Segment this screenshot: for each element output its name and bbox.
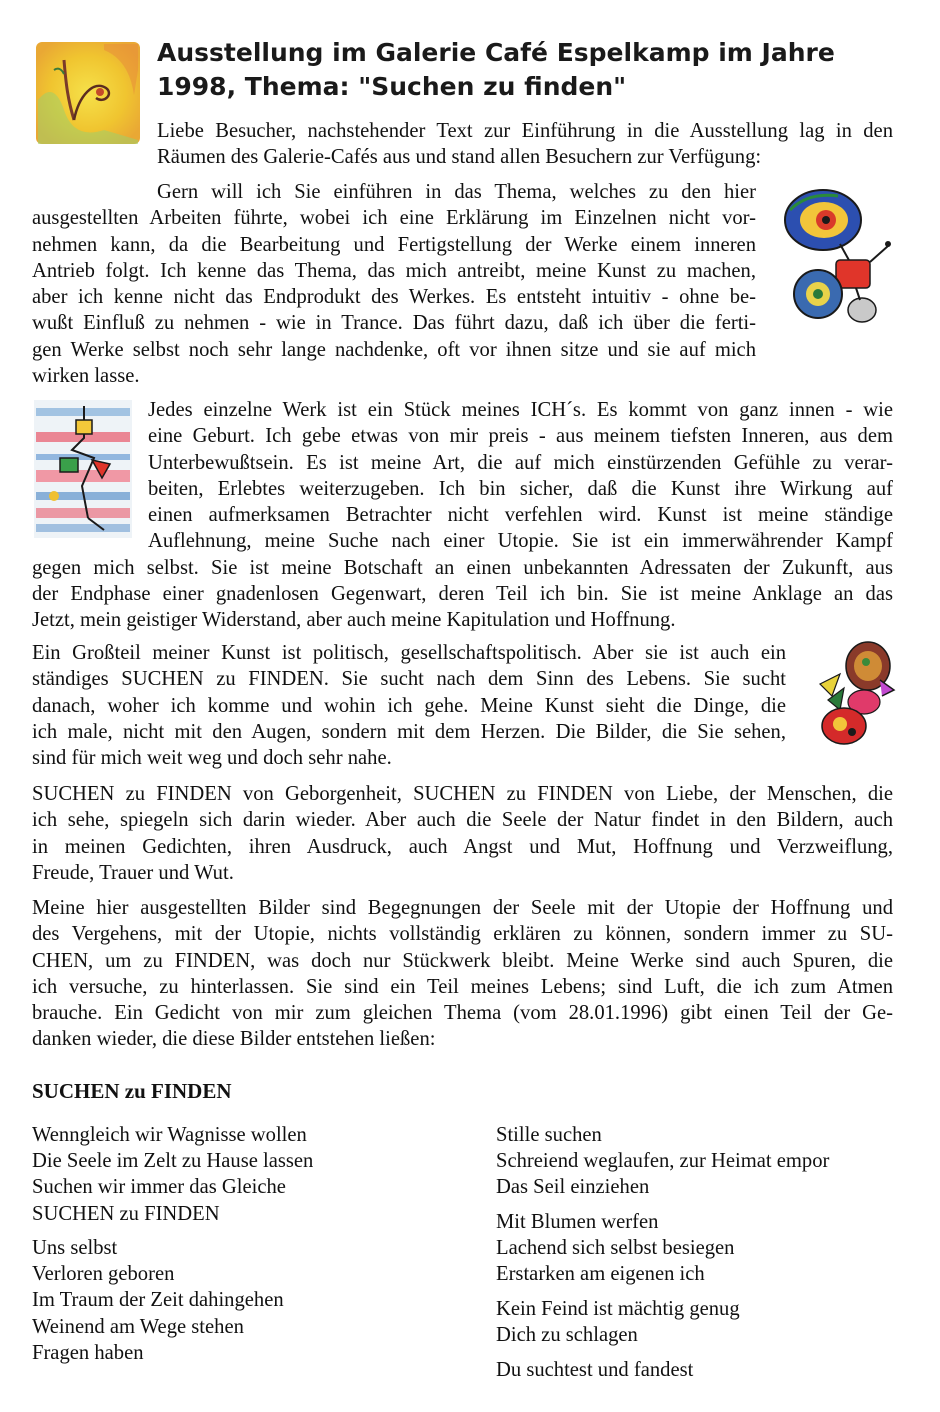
painting-colorful-blobs <box>810 640 900 748</box>
poem-line: Verloren geboren <box>32 1263 175 1286</box>
poem-line: Die Seele im Zelt zu Hause lassen <box>32 1150 314 1173</box>
text-line: ich male, nicht mit den Augen, sondern mit dem Herzen. Die Bilder, die Sie sehen, <box>32 720 786 743</box>
poem-stanza <box>496 1209 734 1288</box>
paragraph-2 <box>32 397 893 634</box>
intro-paragraph <box>157 118 893 171</box>
text-line: SUCHEN zu FINDEN von Geborgenheit, SUCHEN zu FINDEN von Liebe, der Menschen, die <box>32 783 893 805</box>
text-line: aber ich kenne nicht das Endprodukt des Werkes. Es entsteht intuitiv - ohne be- <box>32 286 756 309</box>
paragraph-5 <box>32 895 893 1053</box>
paragraph-4 <box>32 781 893 886</box>
text-line: Ein Großteil meiner Kunst ist politisch, gesellschaftspolitisch. Aber sie ist auch ein <box>32 642 786 664</box>
poem-line: Wenngleich wir Wagnisse wollen <box>32 1124 307 1146</box>
text-line: ständiges SUCHEN zu FINDEN. Sie sucht nach dem Sinn des Lebens. Sie sucht <box>32 668 786 691</box>
text-line: CHEN, um zu FINDEN, was doch nur Stückwerk bleibt. Meine Werke sind auch Spuren, die <box>32 949 893 972</box>
poem-stanza <box>496 1296 740 1348</box>
paragraph-1 <box>32 179 756 389</box>
poem-line: Schreiend weglaufen, zur Heimat empor <box>496 1150 830 1173</box>
poem-line: SUCHEN zu FINDEN <box>32 1202 220 1225</box>
poem-stanza <box>496 1122 829 1201</box>
logo-painting <box>34 40 142 146</box>
text-line: Räumen des Galerie-Cafés aus und stand allen Besuchern zur Verfügung: <box>157 146 762 169</box>
text-line: Meine hier ausgestellten Bilder sind Begegnungen der Seele mit der Utopie der Hoffnung und <box>32 897 893 919</box>
page-title <box>157 36 917 104</box>
poem-title: SUCHEN zu FINDEN <box>32 1079 232 1103</box>
text-line: des Vergehens, mit der Utopie, nichts vollständig erklären zu können, sondern immer zu SU- <box>32 923 893 946</box>
poem-line: Das Seil einziehen <box>496 1176 650 1199</box>
text-line: wußt Einfluß zu nehmen - wie in Trance. Das führt dazu, daß ich über die ferti- <box>32 312 756 335</box>
text-line: danach, woher ich komme und wohin ich gehe. Meine Kunst sieht die Dinge, die <box>32 694 786 717</box>
poem-line: Erstarken am eigenen ich <box>496 1263 705 1286</box>
text-line: beiten, Erlebtes weiterzugeben. Ich bin sicher, daß die Kunst ihre Wirkung auf <box>148 477 893 500</box>
poem-line: Weinend am Wege stehen <box>32 1315 244 1338</box>
poem-line: Dich zu schlagen <box>496 1324 638 1347</box>
poem-line: Mit Blumen werfen <box>496 1211 659 1233</box>
poem-stanza <box>496 1357 693 1383</box>
title-line: 1998, Thema: "Suchen zu finden" <box>157 72 627 101</box>
text-line: Jetzt, mein geistiger Widerstand, aber auch meine Kapitulation und Hoffnung. <box>32 609 676 632</box>
text-line: Jedes einzelne Werk ist ein Stück meines ICH´s. Es kommt von ganz innen - wie <box>148 399 893 421</box>
text-line: ich sehe, spiegeln sich darin wieder. Aber auch die Seele der Natur findet in den Bildern, auch <box>32 809 893 832</box>
text-line: Gern will ich Sie einführen in das Thema, welches zu den hier <box>157 181 756 203</box>
text-line: nehmen kann, da die Bearbeitung und Fertigstellung der Werke einem inneren <box>32 233 756 256</box>
poem-line: Suchen wir immer das Gleiche <box>32 1176 286 1199</box>
poem-line: Uns selbst <box>32 1237 118 1259</box>
text-line: Freude, Trauer und Wut. <box>32 861 234 884</box>
poem-line: Im Traum der Zeit dahingehen <box>32 1289 284 1312</box>
text-line: ich versuche, zu hinterlassen. Sie sind ein Teil meines Lebens; sind Luft, die ich zum Atmen <box>32 975 893 998</box>
text-line: eine Geburt. Ich gebe etwas von mir preis - aus meinem tiefsten Inneren, aus dem <box>148 425 893 448</box>
text-line: danken wieder, die diese Bilder entstehen ließen: <box>32 1028 436 1051</box>
text-line: wirken lasse. <box>32 365 140 388</box>
paragraph-3 <box>32 640 786 771</box>
text-line: in meinen Gedichten, ihren Ausdruck, auch Angst und Mut, Hoffnung und Verzweiflung, <box>32 835 893 858</box>
text-line: Liebe Besucher, nachstehender Text zur Einführung in die Ausstellung lag in den <box>157 120 893 142</box>
text-line: sind für mich weit weg und doch sehr nahe. <box>32 747 392 770</box>
text-line: gen Werke selbst noch sehr lange nachdenke, oft vor ihnen sitze und sie auf mich <box>32 338 756 361</box>
title-line: Ausstellung im Galerie Café Espelkamp im Jahre <box>157 38 835 67</box>
text-line: Antrieb folgt. Ich kenne das Thema, das mich antreibt, meine Kunst zu machen, <box>32 259 756 282</box>
poem-line: Lachend sich selbst besiegen <box>496 1237 735 1260</box>
poem-line: Fragen haben <box>32 1341 144 1364</box>
poem-line: Stille suchen <box>496 1124 602 1146</box>
poem-stanza <box>32 1235 284 1366</box>
text-line: Unterbewußtsein. Es ist meine Art, die auf mich einstürzenden Gefühle zu verar- <box>148 451 893 474</box>
poem-line: Du suchtest und fandest <box>496 1359 694 1381</box>
text-line: einen aufmerksamen Betrachter nicht verfehlen wird. Kunst ist meine ständige <box>148 504 893 527</box>
poem-stanza <box>32 1122 313 1227</box>
text-line: Auflehnung, meine Suche nach einer Utopie. Sie ist ein immerwährender Kampf <box>148 530 893 553</box>
painting-eye-figure <box>778 182 898 330</box>
text-line: ausgestellten Arbeiten führte, wobei ich eine Erklärung im Einzelnen nicht vor- <box>32 207 756 230</box>
poem-line: Kein Feind ist mächtig genug <box>496 1298 740 1320</box>
text-line: der Endphase einer gnadenlosen Gegenwart, deren Teil ich bin. Sie ist meine Anklage an das <box>32 583 893 606</box>
text-line: gegen mich selbst. Sie ist meine Botschaft an einen unbekannten Adressaten der Zukunft, aus <box>32 556 893 579</box>
text-line: brauche. Ein Gedicht von mir zum gleichen Thema (vom 28.01.1996) gibt einen Teil der Ge- <box>32 1002 893 1025</box>
